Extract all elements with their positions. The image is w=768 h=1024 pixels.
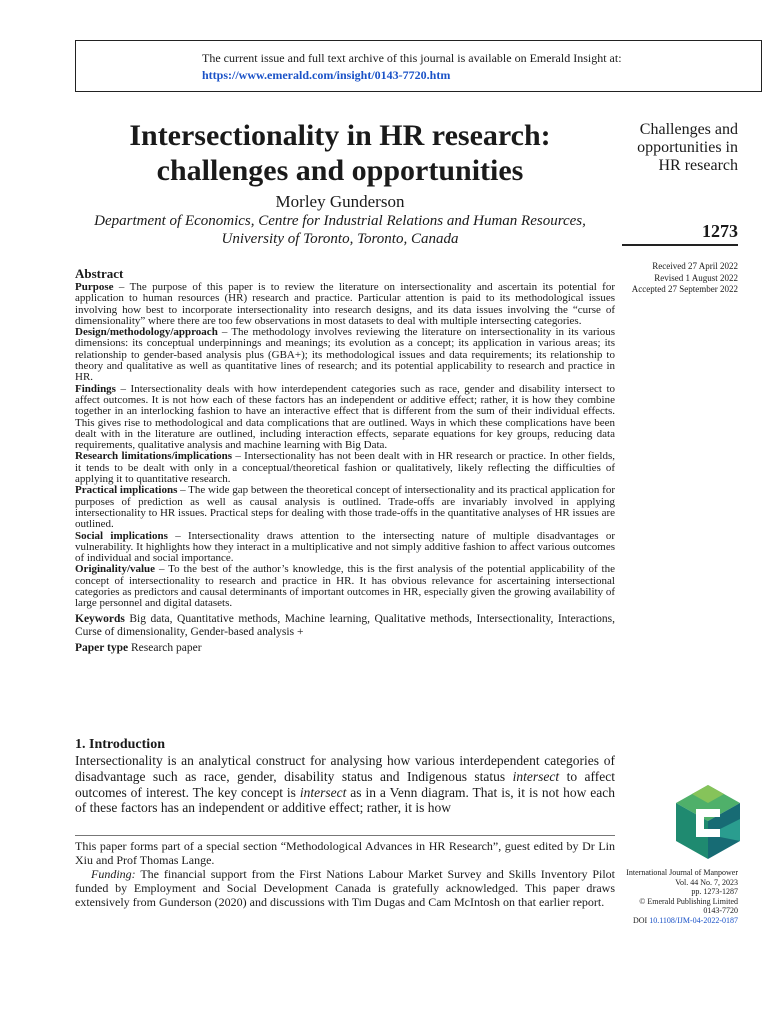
social-text: – Intersectionality draws attention to the intersecting nature of multiple disadvantages or vulnerability. It highlights how they interact in a multiplicative and not simply additive fashion to affect various outcomes of individual and social importance.	[75, 529, 616, 565]
revised-date: Revised 1 August 2022	[654, 272, 738, 283]
limitations-label: Research limitations/implications	[75, 450, 233, 463]
accepted-date: Accepted 27 September 2022	[631, 284, 738, 294]
journal-name: International Journal of Manpower	[626, 868, 738, 877]
footnote-rule	[75, 835, 615, 836]
intro-italic-1: intersect	[512, 768, 560, 784]
footnote-funding	[75, 867, 615, 909]
abstract-findings	[75, 384, 615, 452]
page-number-rule	[622, 244, 738, 246]
footnotes	[75, 839, 615, 909]
introduction-text	[75, 753, 615, 816]
author-name: Morley Gunderson	[275, 192, 405, 211]
limitations-text: – Intersectionality has not been dealt with in HR research or practice. In other fields, it tends to be dealt with only in a conceptual/theoretical fashion or qualitatively, likely reflecting the difficulties of applying it to quantitative research.	[75, 450, 615, 486]
journal-volume: Vol. 44 No. 7, 2023	[675, 877, 738, 887]
journal-info	[600, 868, 738, 926]
abstract	[75, 266, 615, 655]
paper-type-text: Research paper	[131, 641, 202, 654]
abstract-design	[75, 327, 615, 383]
affiliation-line-2: University of Toronto, Toronto, Canada	[221, 231, 459, 247]
intro-italic-2: intersect	[299, 784, 347, 800]
journal-issn: 0143-7720	[703, 906, 738, 916]
journal-pages: pp. 1273-1287	[691, 887, 738, 897]
abstract-limitations	[75, 451, 615, 485]
originality-label: Originality/value	[75, 563, 156, 576]
findings-text: – Intersectionality deals with how interdependent categories such as race, gender and disability intersect to affect outcomes. It is not how each of these factors has an independent or additive effect; rather, it is how they combine together in an interlocking fashion to have an interactive effect that is different from the sum of their individual effects. This gives rise to methodological and data complications that are outlined. Ways in which these complications have been dealt with in the literature are outlined, including interaction effects, separate equations for key groups, reducing data requirements, qualitative analysis and machine learning with Big Data.	[75, 382, 616, 452]
practical-text: – The wide gap between the theoretical concept of intersectionality and its practical application for purposes of prediction as well as causal analysis is outlined. Trade-offs are invariably involved in applying intersectionality to HR issues. Practical steps for dealing with those trade-offs in the quantitative analyses of HR issues are outlined.	[75, 484, 615, 531]
affiliation-line-1: Department of Economics, Centre for Industrial Relations and Human Resources,	[94, 213, 586, 229]
introduction-heading: 1. Introduction	[75, 737, 165, 752]
author-affiliation	[75, 212, 605, 248]
emerald-logo-icon	[676, 785, 740, 859]
purpose-label: Purpose	[75, 281, 114, 293]
abstract-purpose	[75, 282, 615, 327]
page-number: 1273	[702, 221, 738, 241]
received-date: Received 27 April 2022	[652, 261, 738, 271]
doi-link[interactable]: 10.1108/IJM-04-2022-0187	[649, 915, 738, 925]
purpose-text: – The purpose of this paper is to review the literature on intersectionality and ascertain its potential for application to human resources (HR) research and practice. Particular attention is paid to its methodological issues involving how best to incorporate intersectionality into research designs, and its data issues involving the “curse of dimensionality” where there are too few observations in most datasets to deal with multiple intersecting categories.	[75, 281, 615, 327]
abstract-heading: Abstract	[75, 266, 124, 281]
doi-label: DOI	[632, 915, 648, 925]
keywords-text: Big data, Quantitative methods, Machine learning, Qualitative methods, Intersectionality, Interactions, Curse of dimensionality, Gender-based analysis +	[75, 612, 615, 639]
banner-text: The current issue and full text archive of this journal is available on Emerald Insight at:	[202, 51, 622, 65]
journal-doi	[600, 916, 738, 926]
paper-type	[75, 641, 615, 655]
keywords	[75, 613, 615, 640]
abstract-social	[75, 531, 615, 565]
social-label: Social implications	[75, 529, 168, 542]
paper-type-label: Paper type	[75, 641, 129, 654]
journal-banner	[75, 40, 762, 92]
running-title: Challenges and opportunities in HR research	[637, 121, 738, 174]
originality-text: – To the best of the author’s knowledge, this is the first analysis of the potential applicability of the concept of intersectionality to research and practice in HR. It has obvious relevance for ascertaining intersectional categories as predictors and causal determinants of important outcomes in HR, especially given the growing availability of large personnel and digital datasets.	[75, 563, 615, 610]
intro-text-1: Intersectionality is an analytical construct for analysing how various interdependent categories of disadvantage such as race, gender, disability status and Indigenous status	[75, 753, 615, 784]
article-history	[600, 261, 738, 296]
design-text: – The methodology involves reviewing the literature on intersectionality in its various dimensions: its conceptual underpinnings and meanings; its evolution as a concept; its application in various areas; its relationship to gender-based analysis plus (GBA+); its methodological issues and data requirements; its relationship to theory and qualitative as well as quantitative lines of research; and its potential applicability to research and practice in HR.	[75, 326, 616, 384]
journal-copyright: © Emerald Publishing Limited	[639, 896, 738, 906]
abstract-practical	[75, 485, 615, 530]
design-label: Design/methodology/approach	[75, 326, 218, 339]
funding-text: The financial support from the First Nations Labour Market Survey and Skills Inventory Pilot funded by Employment and Social Development Canada is gratefully acknowledged. This paper draws extensively from Gunderson (2020) and discussions with Tim Dugas and Cam McIntosh on that earlier report.	[75, 867, 615, 909]
intro-text-2: to affect outcomes of interest. The key concept is	[75, 768, 616, 800]
practical-label: Practical implications	[75, 484, 178, 497]
abstract-originality	[75, 564, 615, 609]
findings-label: Findings	[75, 382, 116, 395]
footnote-special-section: This paper forms part of a special section “Methodological Advances in HR Research”, guest edited by Dr Lin Xiu and Prof Thomas Lange.	[75, 839, 615, 867]
funding-label: Funding:	[91, 867, 136, 881]
intro-text-3: as in a Venn diagram. That is, it is not how each of these factors has an independent or additive effect; rather, it is how	[75, 784, 616, 816]
journal-url-link[interactable]: https://www.emerald.com/insight/0143-7720.htm	[202, 68, 451, 82]
keywords-label: Keywords	[75, 612, 125, 625]
article-title: Intersectionality in HR research: challenges and opportunities	[129, 119, 551, 187]
